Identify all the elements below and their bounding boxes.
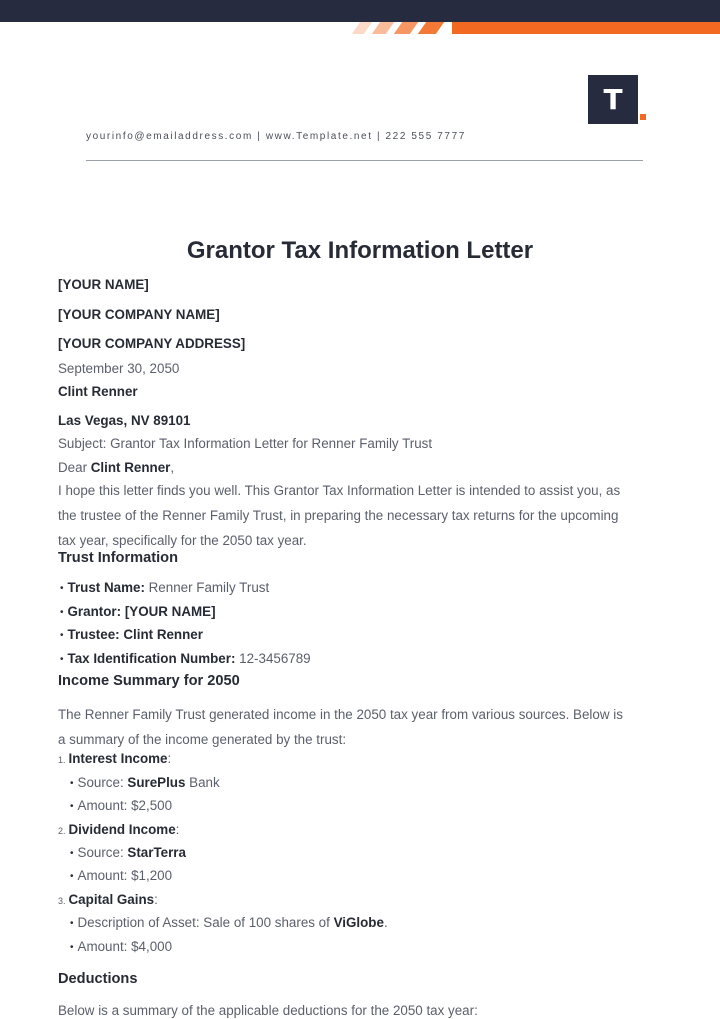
item-value: 12-3456789	[239, 651, 311, 666]
greeting-prefix: Dear	[58, 460, 91, 475]
item-separator: :	[116, 604, 125, 619]
item-label: Tax Identification Number	[67, 651, 231, 666]
item-number: 2.	[58, 826, 66, 836]
logo-dot	[640, 114, 646, 120]
income-amount: • Amount: $4,000	[70, 938, 172, 956]
item-number: 1.	[58, 755, 66, 765]
income-amount: • Amount: $2,500	[70, 797, 172, 815]
income-intro-line: The Renner Family Trust generated income in the 2050 tax year from various sources. Below is	[58, 707, 623, 722]
header-navy-band	[0, 0, 720, 22]
item-separator: :	[115, 627, 124, 642]
income-item-interest	[58, 750, 171, 768]
source-suffix: Bank	[185, 775, 220, 790]
logo-letter: T	[603, 83, 623, 116]
source-prefix: Source:	[77, 775, 128, 790]
income-heading: Income Summary for 2050	[58, 673, 240, 689]
company-logo	[588, 75, 638, 124]
item-value: Renner Family Trust	[148, 580, 270, 595]
intro-paragraph	[58, 478, 658, 553]
recipient-name: Clint Renner	[58, 384, 138, 399]
trust-info-item	[60, 650, 311, 668]
sender-company: [YOUR COMPANY NAME]	[58, 307, 220, 322]
item-colon: :	[154, 892, 158, 907]
income-source	[70, 844, 186, 862]
item-label: Capital Gains	[68, 892, 155, 907]
income-amount: • Amount: $1,200	[70, 867, 172, 885]
income-source	[70, 774, 220, 792]
sender-name: [YOUR NAME]	[58, 277, 149, 292]
source-prefix: Source:	[77, 845, 128, 860]
intro-line: I hope this letter finds you well. This Grantor Tax Information Letter is intended to assist you, as	[58, 483, 621, 498]
item-separator: :	[140, 580, 149, 595]
income-source	[70, 914, 388, 932]
letter-subject: Subject: Grantor Tax Information Letter for Renner Family Trust	[58, 436, 433, 451]
item-label: Grantor	[67, 604, 117, 619]
source-suffix: .	[383, 915, 388, 930]
header-stripe	[352, 22, 372, 34]
contact-info: yourinfo@emailaddress.com | www.Template.net | 222 555 7777	[86, 131, 466, 142]
trust-info-item	[60, 626, 203, 644]
intro-line: the trustee of the Renner Family Trust, in preparing the necessary tax returns for the upcoming	[58, 508, 619, 523]
item-colon: :	[175, 822, 180, 837]
source-name: StarTerra	[127, 845, 186, 860]
item-separator: :	[230, 651, 240, 666]
trust-info-item	[60, 603, 216, 621]
item-value: [YOUR NAME]	[124, 604, 216, 619]
header-banner	[0, 0, 720, 36]
header-stripe	[394, 22, 418, 34]
income-item-capital-gains	[58, 891, 158, 909]
source-name: SurePlus	[127, 775, 186, 790]
intro-line: tax year, specifically for the 2050 tax year.	[58, 533, 307, 548]
item-value: Clint Renner	[123, 627, 203, 642]
item-number: 3.	[58, 896, 66, 906]
deductions-intro: Below is a summary of the applicable deductions for the 2050 tax year:	[58, 1003, 478, 1018]
greeting-suffix: ,	[170, 460, 175, 475]
source-name: ViGlobe	[333, 915, 384, 930]
header-stripe	[372, 22, 394, 34]
page-title: Grantor Tax Information Letter	[186, 237, 534, 264]
letter-date: September 30, 2050	[58, 361, 180, 376]
header-stripe	[418, 22, 444, 34]
item-label: Trustee	[67, 627, 116, 642]
header-divider	[86, 160, 643, 161]
deductions-heading: Deductions	[58, 971, 138, 987]
item-colon: :	[167, 751, 172, 766]
trust-info-heading: Trust Information	[58, 550, 178, 566]
sender-address: [YOUR COMPANY ADDRESS]	[58, 336, 246, 351]
item-label: Dividend Income	[68, 822, 176, 837]
income-item-dividend	[58, 821, 179, 839]
recipient-city: Las Vegas, NV 89101	[58, 413, 191, 428]
header-orange-band	[452, 22, 720, 34]
trust-info-item	[60, 579, 269, 597]
greeting-name: Clint Renner	[90, 460, 171, 475]
income-intro	[58, 702, 658, 752]
source-prefix: Description of Asset: Sale of 100 shares of	[77, 915, 334, 930]
income-intro-line: a summary of the income generated by the trust:	[58, 732, 347, 747]
item-label: Trust Name	[67, 580, 141, 595]
greeting	[58, 459, 174, 477]
item-label: Interest Income	[68, 751, 168, 766]
